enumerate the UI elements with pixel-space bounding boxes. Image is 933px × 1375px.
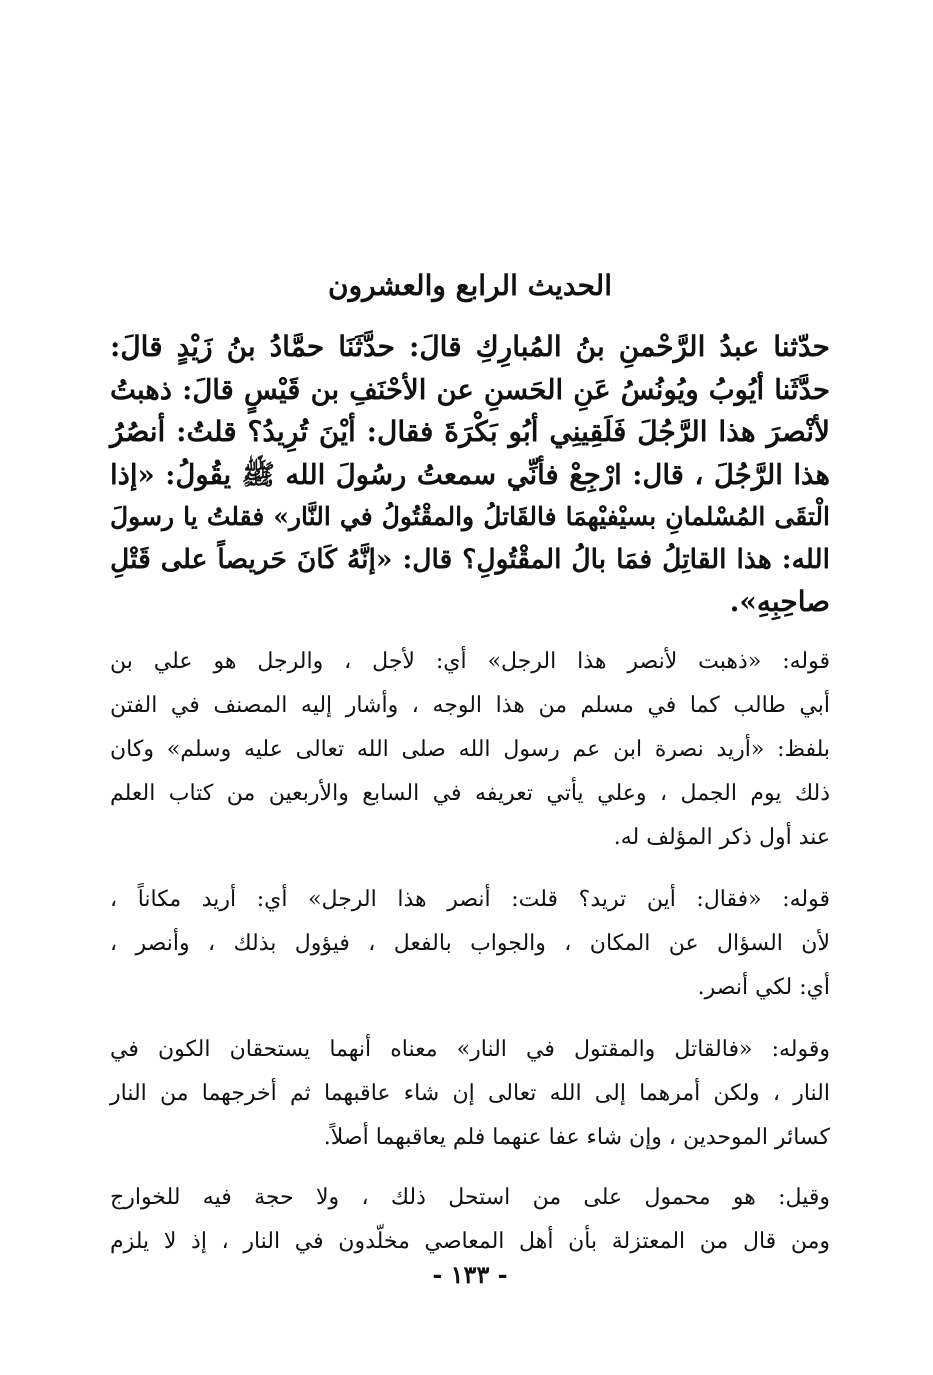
commentary-line: وقوله: «فالقاتل والمقتول في النار» معناه أنهما يستحقان الكون في [110,1037,830,1062]
hadith-line: الله: هذا القاتِلُ فمَا بالُ المقْتُولِ؟ قال: «إنَّهُ كَانَ حَريصاً على قَتْلِ [110,543,830,575]
hadith-line: حدَّثَنا أيُوبُ ويُونُسُ عَنِ الحَسنِ عن الأحْنَفِ بن قَيْسٍ قالَ: ذهبتُ [110,373,830,406]
commentary-line: أي: لكي أنصر. [697,975,830,1000]
page-number: - ١٣٣ - [432,1260,508,1289]
commentary-paragraph [110,640,830,860]
commentary-line: قوله: «فقال: أين تريد؟ قلت: أنصر هذا الرجل» أي: أريد مكاناً ، [110,887,830,912]
commentary-line: كسائر الموحدين ، وإن شاء عفا عنهما فلم يعاقبهما أصلاً. [323,1125,830,1150]
hadith-line: حدّثنا عبدُ الرَّحْمنِ بنُ المُبارِكِ قالَ: حدَّثَنَا حمَّادُ بنُ زَيْدٍ قالَ: [110,330,830,363]
hadith-line: هذا الرَّجُلَ ، قال: ارْجِعْ فأنِّي سمعتُ رسُولَ الله ﷺ يقُولُ: «إذا [110,458,830,491]
commentary-line: أبي طالب كما في مسلم من هذا الوجه ، وأشار إليه المصنف في الفتن [110,693,830,718]
hadith-line: الْتقَى المُسْلمانِ بسيْفيْهمَا فالقَاتلُ والمقْتُولُ في النَّار» فقلتُ يا رسولَ [110,502,830,531]
hadith-line: لأنْصرَ هذا الرَّجُلَ فَلَقِينِي أبُو بَكْرَةَ فقال: أيْنَ تُرِيدُ؟ قلتُ: أنصُرُ [110,415,830,448]
commentary-line: قوله: «ذهبت لأنصر هذا الرجل» أي: لأجل ، والرجل هو علي بن [110,649,830,674]
commentary-line: ذلك يوم الجمل ، وعلي يأتي تعريفه في السابع والأربعين من كتاب العلم [110,781,830,806]
commentary-line: عند أول ذكر المؤلف له. [613,825,830,850]
hadith-line: صاحِبِهِ». [729,585,830,618]
commentary-line: بلفظ: «أريد نصرة ابن عم رسول الله صلى الله تعالى عليه وسلم» وكان [110,737,830,762]
hadith-heading: الحديث الرابع والعشرون [328,269,612,302]
commentary-line: وقيل: هو محمول على من استحل ذلك ، ولا حجة فيه للخوارج [110,1185,830,1210]
book-page [110,0,830,1375]
hadith-text [110,326,830,624]
commentary-paragraph [110,878,830,1010]
commentary-line: ومن قال من المعتزلة بأن أهل المعاصي مخلّدون في النار ، إذ لا يلزم [110,1229,830,1254]
commentary-paragraph [110,1028,830,1160]
commentary-line: النار ، ولكن أمرهما إلى الله تعالى إن شاء عاقبهما ثم أخرجهما من النار [110,1081,830,1106]
commentary-line: لأن السؤال عن المكان ، والجواب بالفعل ، فيؤول بذلك ، وأنصر ، [110,931,830,956]
commentary-paragraph [110,1176,830,1264]
